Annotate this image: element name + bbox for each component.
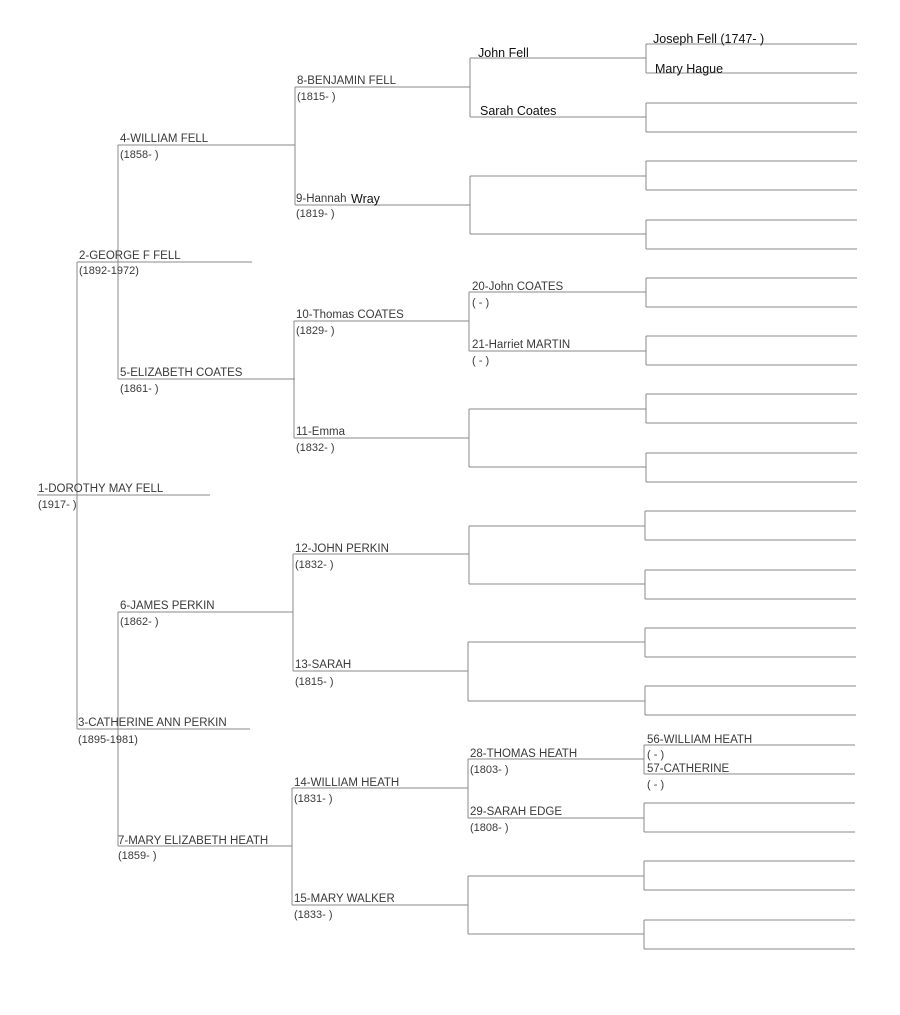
person-21-name: 21-Harriet MARTIN bbox=[472, 339, 571, 351]
person-3-dates: (1895-1981) bbox=[78, 734, 138, 746]
person-56-dates: ( - ) bbox=[647, 749, 665, 761]
person-10-dates: (1829- ) bbox=[296, 325, 335, 337]
person-7-dates: (1859- ) bbox=[118, 850, 157, 862]
person-32-name: Joseph Fell (1747- ) bbox=[653, 32, 765, 46]
person-29-name: 29-SARAH EDGE bbox=[470, 806, 563, 818]
person-14-name: 14-WILLIAM HEATH bbox=[294, 777, 400, 789]
person-7-name: 7-MARY ELIZABETH HEATH bbox=[118, 835, 269, 847]
person-5-dates: (1861- ) bbox=[120, 383, 159, 395]
person-20-dates: ( - ) bbox=[472, 297, 490, 309]
person-9-name-handwritten: Wray bbox=[351, 192, 380, 206]
person-2-dates: (1892-1972) bbox=[79, 265, 139, 277]
person-8-dates: (1815- ) bbox=[297, 91, 336, 103]
person-5-name: 5-ELIZABETH COATES bbox=[120, 367, 243, 379]
person-11-name: 11-Emma bbox=[296, 426, 345, 438]
person-16-name: John Fell bbox=[478, 46, 529, 60]
person-9-dates: (1819- ) bbox=[296, 208, 335, 220]
person-29-dates: (1808- ) bbox=[470, 822, 509, 834]
person-12-dates: (1832- ) bbox=[295, 559, 334, 571]
person-28-dates: (1803- ) bbox=[470, 764, 509, 776]
person-17-name: Sarah Coates bbox=[480, 104, 557, 118]
person-6-name: 6-JAMES PERKIN bbox=[120, 600, 215, 612]
person-28-name: 28-THOMAS HEATH bbox=[470, 748, 578, 760]
person-14-dates: (1831- ) bbox=[294, 793, 333, 805]
person-4-name: 4-WILLIAM FELL bbox=[120, 133, 209, 145]
person-12-name: 12-JOHN PERKIN bbox=[295, 543, 389, 555]
person-13-name: 13-SARAH bbox=[295, 659, 352, 671]
person-33-name: Mary Hague bbox=[655, 62, 724, 76]
person-15-dates: (1833- ) bbox=[294, 909, 333, 921]
person-9-name: 9-Hannah bbox=[296, 193, 347, 205]
person-57-name: 57-CATHERINE bbox=[647, 763, 730, 775]
person-6-dates: (1862- ) bbox=[120, 616, 159, 628]
person-2-name: 2-GEORGE F FELL bbox=[79, 250, 181, 262]
person-10-name: 10-Thomas COATES bbox=[296, 309, 404, 321]
person-20-name: 20-John COATES bbox=[472, 281, 564, 293]
person-15-name: 15-MARY WALKER bbox=[294, 893, 395, 905]
person-4-dates: (1858- ) bbox=[120, 149, 159, 161]
person-57-dates: ( - ) bbox=[647, 779, 665, 791]
person-11-dates: (1832- ) bbox=[296, 442, 335, 454]
person-13-dates: (1815- ) bbox=[295, 676, 334, 688]
person-1-name: 1-DOROTHY MAY FELL bbox=[38, 483, 164, 495]
person-56-name: 56-WILLIAM HEATH bbox=[647, 734, 753, 746]
person-21-dates: ( - ) bbox=[472, 355, 490, 367]
person-1-dates: (1917- ) bbox=[38, 499, 77, 511]
person-3-name: 3-CATHERINE ANN PERKIN bbox=[78, 717, 227, 729]
person-8-name: 8-BENJAMIN FELL bbox=[297, 75, 397, 87]
